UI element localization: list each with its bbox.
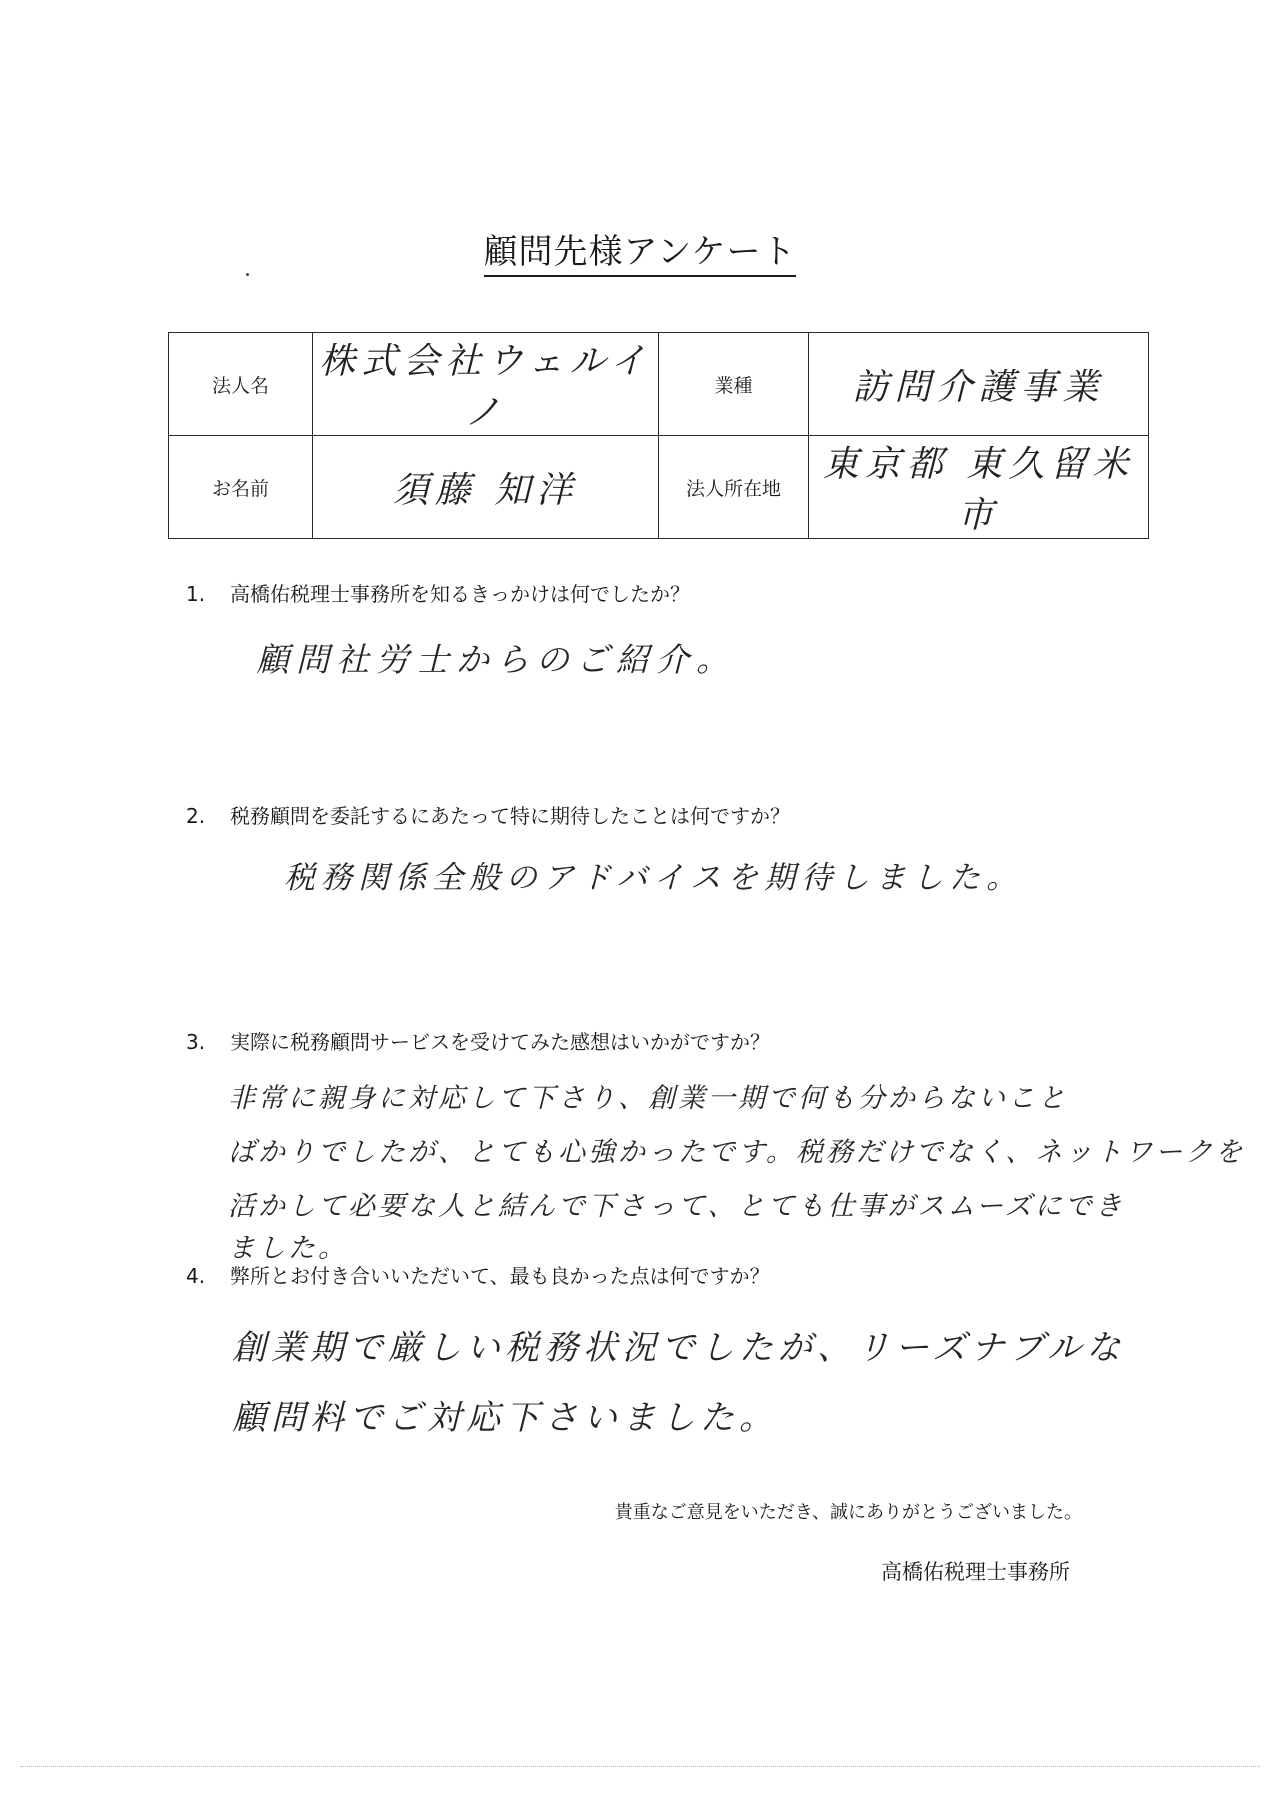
question-1 [186, 578, 690, 607]
question-2-text: 税務顧問を委託するにあたって特に期待したことは何ですか？ [230, 804, 790, 828]
page-title [0, 232, 1280, 277]
question-3 [186, 1026, 770, 1055]
answer-3-line-3: 活かして必要な人と結んで下さって、とても仕事がスムーズにでき [228, 1191, 1125, 1222]
thanks-message: 貴重なご意見をいただき、誠にありがとうございました。 [614, 1502, 1082, 1523]
info-row-name [169, 436, 1149, 539]
answer-1-line: 顧問社労士からのご紹介。 [256, 640, 736, 679]
question-4-text: 弊所とお付き合いいただいて、最も良かった点は何ですか？ [230, 1264, 770, 1288]
info-row-company [169, 333, 1149, 436]
question-2 [186, 800, 790, 829]
answer-3-line-4: ました。 [228, 1233, 348, 1264]
industry-value: 訪問介護事業 [809, 333, 1149, 436]
name-label: お名前 [169, 436, 313, 539]
page-title-text: 顧問先様アンケート [484, 234, 797, 277]
client-info-table [168, 332, 1149, 539]
name-value: 須藤 知洋 [313, 436, 659, 539]
answer-2 [284, 852, 1023, 897]
answer-4-line-1: 創業期で厳しい税務状況でしたが、リーズナブルな [232, 1328, 1126, 1368]
answer-2-line: 税務関係全般のアドバイスを期待しました。 [284, 860, 1024, 896]
question-1-text: 高橋佑税理士事務所を知るきっかけは何でしたか？ [230, 582, 690, 606]
address-label: 法人所在地 [659, 436, 809, 539]
company-label: 法人名 [169, 333, 313, 436]
question-2-number: 2. [186, 804, 206, 828]
answer-4-line-2: 顧問料でご対応下さいました。 [232, 1398, 778, 1438]
scan-edge-line [20, 1766, 1260, 1767]
answer-3-line-1: 非常に親身に対応して下さり、創業一期で何も分からないこと [228, 1083, 1068, 1114]
company-value: 株式会社ウェルイノ [313, 333, 659, 436]
question-4 [186, 1260, 770, 1289]
office-name: 高橋佑税理士事務所 [881, 1560, 1070, 1584]
answer-1 [256, 634, 736, 681]
answer-3-line-2: ばかりでしたが、とても心強かったです。税務だけでなく、ネットワークを [228, 1137, 1246, 1168]
answer-3 [228, 1072, 1245, 1264]
question-4-number: 4. [186, 1264, 206, 1288]
question-1-number: 1. [186, 582, 206, 606]
industry-label: 業種 [659, 333, 809, 436]
question-3-number: 3. [186, 1030, 206, 1054]
question-3-text: 実際に税務顧問サービスを受けてみた感想はいかがですか？ [230, 1030, 770, 1054]
answer-4 [232, 1313, 1125, 1453]
address-value: 東京都 東久留米市 [809, 436, 1149, 539]
